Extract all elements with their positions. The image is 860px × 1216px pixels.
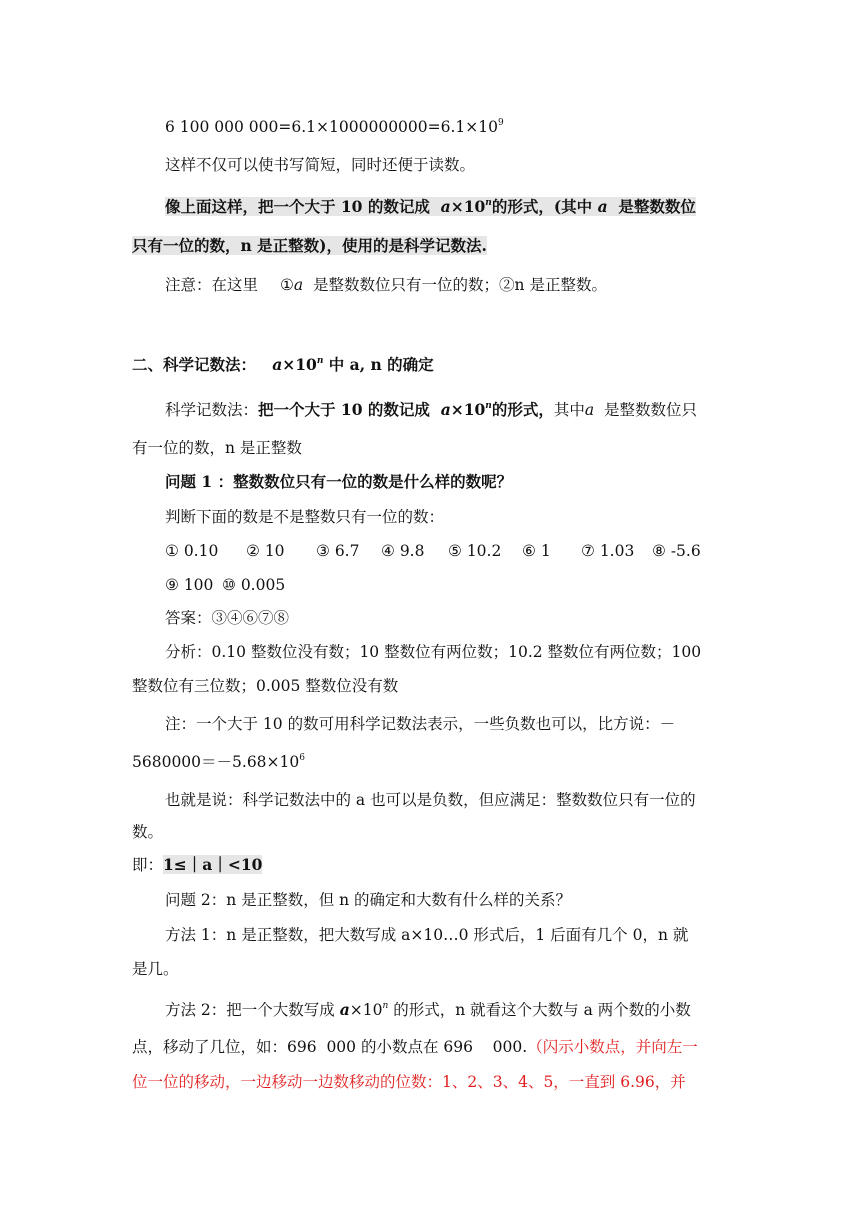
question-2: 问题 2：n 是正整数，但 n 的确定和大数有什么样的关系？ — [165, 891, 572, 909]
item: ⑤ 10.2 — [448, 542, 502, 560]
exponent-n: n — [485, 401, 492, 411]
inequality-line — [132, 855, 262, 875]
item: ① 0.10 — [165, 542, 219, 560]
item: ⑨ 100 — [165, 576, 214, 594]
item: ⑦ 1.03 — [581, 542, 635, 560]
judge-prompt: 判断下面的数是不是整数只有一位的数： — [165, 508, 445, 526]
exponent-n: n — [382, 1001, 389, 1011]
note-line-1: 注：一个大于 10 的数可用科学记数法表示，一些负数也可以，比方说：－ — [165, 715, 676, 733]
variable-a: a — [339, 1000, 350, 1019]
heading-text: 中 a, n 的确定 — [328, 355, 434, 374]
text-segment: 的形式，(其中 — [491, 197, 593, 216]
question-1: 问题 1 ：整数数位只有一位的数是什么样的数呢？ — [165, 472, 513, 491]
text-segment: 是整数数位只 — [603, 401, 697, 419]
item: ② 10 — [246, 542, 285, 560]
analysis-line-2: 整数位有三位数；0.005 整数位没有数 — [132, 677, 399, 695]
circled-one: ① — [280, 276, 294, 294]
section-heading — [132, 355, 434, 375]
text-segment: 是整数数位只有一位的数；②n 是正整数。 — [313, 276, 607, 294]
definition-line-2 — [132, 236, 487, 256]
method-2-line-1 — [165, 1000, 691, 1020]
note-line — [165, 275, 607, 295]
text-segment: 点，移动了几位，如：696 000 的小数点在 696 000. — [132, 1038, 528, 1056]
text-segment: 像上面这样，把一个大于 10 的数记成 — [165, 197, 430, 216]
label: 即： — [132, 856, 164, 874]
exponent: 9 — [498, 118, 504, 128]
item: ⑧ -5.6 — [652, 542, 701, 560]
text-segment: 科学记数法： — [165, 401, 259, 419]
item: ⑥ 1 — [522, 542, 551, 560]
variable-a: a — [440, 400, 451, 419]
variable-a: a — [272, 355, 283, 374]
variable-a: a — [293, 276, 304, 294]
note-line-2 — [132, 752, 305, 772]
times-ten: ×10 — [450, 400, 486, 419]
item: ⑩ 0.005 — [222, 576, 286, 594]
bold-segment — [258, 400, 554, 419]
times-ten: ×10 — [282, 355, 317, 374]
item: ④ 9.8 — [381, 542, 425, 560]
highlight-segment — [165, 197, 696, 216]
method-1-line-1: 方法 1：n 是正整数，把大数写成 a×10…0 形式后，1 后面有几个 0，n 就 — [165, 926, 689, 944]
method-1-line-2: 是几。 — [132, 960, 179, 978]
text-segment: 是整数数位 — [618, 197, 696, 216]
times-ten: ×10 — [450, 197, 486, 216]
text-segment: 的形式， — [491, 400, 554, 419]
text-segment: 其中 — [553, 401, 585, 419]
equation-text: 5680000＝－5.68×10 — [132, 753, 300, 771]
paragraph: 这样不仅可以使书写简短，同时还便于读数。 — [165, 156, 476, 174]
heading-label: 二、科学记数法： — [132, 355, 257, 374]
definition-paragraph-2: 有一位的数，n 是正整数 — [132, 439, 302, 457]
answer: 答案：③④⑥⑦⑧ — [165, 609, 290, 627]
also-line-1: 也就是说：科学记数法中的 a 也可以是负数，但应满足：整数数位只有一位的 — [165, 791, 696, 809]
definition-paragraph-1 — [165, 400, 697, 420]
highlight-segment: 只有一位的数，n 是正整数)，使用的是科学记数法. — [132, 236, 487, 255]
variable-a: a — [440, 197, 451, 216]
item: ③ 6.7 — [316, 542, 360, 560]
also-line-2: 数。 — [132, 823, 164, 841]
red-annotation: （闪示小数点，并向左一 — [527, 1038, 698, 1056]
equation-line — [165, 117, 504, 137]
equation-text: 6 100 000 000=6.1×1000000000=6.1×10 — [165, 118, 498, 136]
text-segment: 的形式，n 就看这个大数与 a 两个数的小数 — [393, 1001, 691, 1019]
exponent: 6 — [299, 753, 305, 763]
variable-a: a — [597, 197, 608, 216]
exponent-n: n — [485, 198, 492, 208]
definition-line-1 — [165, 197, 696, 217]
variable-a: a — [584, 401, 595, 419]
method-2-line-2 — [132, 1037, 698, 1057]
text-segment: 方法 2：把一个大数写成 — [165, 1001, 335, 1019]
exponent-n: n — [316, 356, 324, 366]
method-2-line-3: 位一位的移动，一边移动一边数移动的位数：1、2、3、4、5，一直到 6.96，并 — [132, 1073, 686, 1091]
inequality: 1≤｜a｜<10 — [163, 855, 263, 874]
text-segment: 把一个大于 10 的数记成 — [258, 400, 430, 419]
analysis-line-1: 分析：0.10 整数位没有数；10 整数位有两位数；10.2 整数位有两位数；100 — [165, 643, 702, 661]
text-segment: 注意：在这里 — [165, 276, 259, 294]
times-ten: ×10 — [349, 1001, 383, 1019]
